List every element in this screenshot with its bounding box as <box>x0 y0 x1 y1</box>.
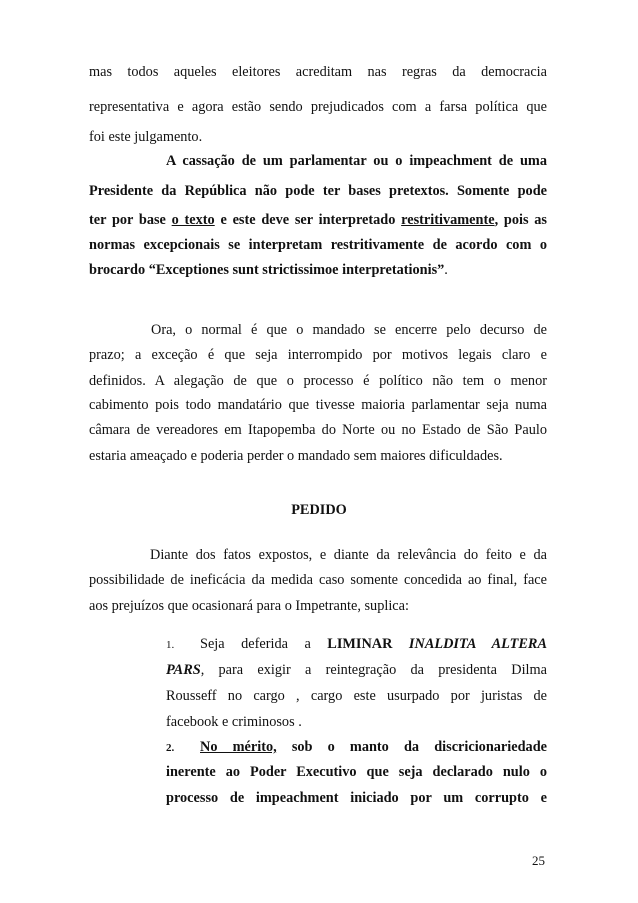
paragraph-3-line-6: estaria ameaçado e poderia perder o mandado sem maiores dificuldades. <box>89 448 503 464</box>
paragraph-3-line-4: cabimento pois todo mandatário que tivesse maioria parlamentar seja numa <box>89 397 547 413</box>
list-item-1-line-2 <box>166 660 547 680</box>
paragraph-2-line-4: normas excepcionais se interpretam restritivamente de acordo com o <box>89 237 547 253</box>
underlined-text: o texto <box>171 212 215 228</box>
text-segment: . <box>444 262 448 278</box>
list-item-1-line-1 <box>166 634 547 655</box>
paragraph-4-line-2: possibilidade de ineficácia da medida caso somente concedida ao final, face <box>89 572 547 588</box>
text-segment: , para exigir a reintegração da presidenta Dilma <box>200 662 547 678</box>
list-item-1-line-3: Rousseff no cargo , cargo este usurpado por juristas de <box>166 688 547 704</box>
paragraph-2-line-2: Presidente da República não pode ter bases pretextos. Somente pode <box>89 183 547 199</box>
paragraph-3-line-2: prazo; a exceção é que seja interrompido por motivos legais claro e <box>89 347 547 363</box>
paragraph-3-line-5: câmara de vereadores em Itapopemba do Norte ou no Estado de São Paulo <box>89 422 547 438</box>
paragraph-2-line-3 <box>89 210 547 230</box>
text-segment: e este deve ser interpretado <box>214 212 402 228</box>
list-number: 1. <box>166 639 175 651</box>
bold-text: LIMINAR <box>327 636 393 652</box>
section-heading: PEDIDO <box>291 502 347 518</box>
bold-italic-text: PARS <box>166 662 201 678</box>
paragraph-2-line-1: A cassação de um parlamentar ou o impeachment de uma <box>166 153 547 169</box>
paragraph-3-line-3: definidos. A alegação de que o processo é político não tem o menor <box>89 373 547 389</box>
paragraph-1-line-1: mas todos aqueles eleitores acreditam nas regras da democracia <box>89 64 547 80</box>
underlined-text: No mérito, <box>200 739 277 755</box>
paragraph-4-line-3: aos prejuízos que ocasionará para o Impetrante, suplica: <box>89 598 409 614</box>
underlined-text: restritivamente <box>401 212 495 228</box>
paragraph-1-line-3: foi este julgamento. <box>89 129 203 145</box>
paragraph-2-line-5 <box>89 260 547 280</box>
list-item-2-line-3: processo de impeachment iniciado por um corrupto e <box>166 790 547 806</box>
paragraph-1-line-2: representativa e agora estão sendo prejudicados com a farsa política que <box>89 99 547 115</box>
bold-italic-text: INALDITA ALTERA <box>392 636 547 652</box>
page-number: 25 <box>532 853 545 868</box>
text-segment: , pois as <box>494 212 547 228</box>
list-number: 2. <box>166 742 175 754</box>
text-segment: sob o manto da discricionariedade <box>276 739 547 755</box>
list-item-1-line-4: facebook e criminosos . <box>166 714 302 730</box>
paragraph-4-line-1: Diante dos fatos expostos, e diante da relevância do feito e da <box>150 547 547 563</box>
text-segment: Seja deferida a <box>200 636 328 652</box>
list-item-2-line-1 <box>166 737 547 758</box>
list-item-2-line-2: inerente ao Poder Executivo que seja declarado nulo o <box>166 764 547 780</box>
paragraph-3-line-1: Ora, o normal é que o mandado se encerre pelo decurso de <box>151 322 547 338</box>
text-segment: ter por base <box>89 212 172 228</box>
latin-brocard: brocardo “Exceptiones sunt strictissimoe interpretationis” <box>89 262 445 278</box>
